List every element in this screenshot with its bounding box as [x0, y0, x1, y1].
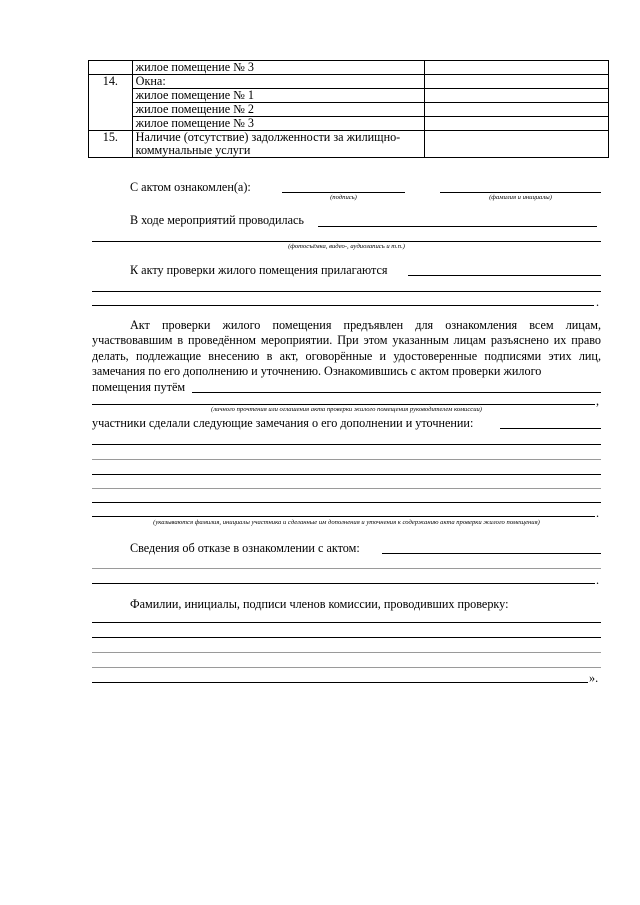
refusal-label: Сведения об отказе в ознакомлении с актом: — [130, 541, 360, 555]
remarks-line[interactable] — [92, 459, 601, 460]
table-row — [89, 75, 609, 89]
remarks-end: . — [596, 506, 600, 520]
commission-end: ». — [589, 671, 599, 685]
row-value — [424, 89, 608, 103]
row-value — [424, 117, 608, 131]
row-number — [89, 61, 133, 75]
presentation-paragraph: Акт проверки жилого помещения предъявлен для ознакомления всем лицам, участвовавшим в проведённом мероприятии. При этом указанным лицам разъяснено их право делать, подлежащие внесению в акт, оговорённые и удостоверенные подписями этих лиц, замечания по его дополнению и уточнению. Ознакомившись с актом проверки жилого — [92, 318, 601, 379]
remarks-label: участники сделали следующие замечания о его дополнении и уточнении: — [92, 416, 474, 430]
remarks-line[interactable] — [92, 444, 601, 445]
commission-line[interactable] — [92, 667, 601, 668]
remarks-line[interactable] — [92, 502, 601, 503]
row-text: жилое помещение № 2 — [132, 103, 424, 117]
row-text: Окна: — [132, 75, 424, 89]
table-row — [89, 61, 609, 75]
refusal-end: . — [596, 573, 600, 587]
row-text: жилое помещение № 1 — [132, 89, 424, 103]
recording-caption: (фотосъёмка, видео-, аудиозапись и т.п.) — [288, 243, 405, 250]
commission-line[interactable] — [92, 622, 601, 623]
row-value — [424, 131, 608, 158]
refusal-line[interactable] — [92, 583, 595, 584]
recording-field-line[interactable] — [92, 241, 601, 242]
remarks-line[interactable] — [92, 488, 601, 489]
table-row — [89, 131, 609, 158]
remarks-caption: (указываются фамилия, инициалы участника и сделанные им дополнения и уточнения к содержанию акта проверки жилого помещения) — [153, 519, 540, 526]
acquainted-label: С актом ознакомлен(а): — [130, 180, 251, 194]
presentation-line-start: помещения путём — [92, 380, 186, 394]
row-value — [424, 103, 608, 117]
row-value — [424, 61, 608, 75]
recording-label: В ходе мероприятий проводилась — [130, 213, 304, 227]
attachments-field-line[interactable] — [92, 305, 594, 306]
attachments-end: . — [596, 295, 600, 309]
remarks-field[interactable] — [500, 428, 601, 429]
row-value — [424, 75, 608, 89]
attachments-field-line[interactable] — [92, 291, 601, 292]
presentation-comma: , — [596, 394, 600, 408]
commission-line[interactable] — [92, 682, 588, 683]
full-name-caption: (фамилия и инициалы) — [489, 194, 552, 201]
inspection-table — [88, 60, 609, 158]
signature-caption: (подпись) — [330, 194, 357, 201]
row-text: Наличие (отсутствие) задолженности за жилищно-коммунальные услуги — [132, 131, 424, 158]
row-text: жилое помещение № 3 — [132, 61, 424, 75]
presentation-method-line[interactable] — [92, 404, 595, 405]
presentation-caption: (личного прочтения или оглашения акта проверки жилого помещения руководителем комиссии) — [211, 406, 482, 413]
table-row — [89, 103, 609, 117]
recording-field[interactable] — [318, 226, 597, 227]
row-number: 14. — [89, 75, 133, 131]
remarks-line[interactable] — [92, 516, 595, 517]
attachments-field[interactable] — [408, 275, 601, 276]
full-name-field[interactable] — [440, 192, 601, 193]
remarks-line[interactable] — [92, 474, 601, 475]
commission-line[interactable] — [92, 637, 601, 638]
attachments-label: К акту проверки жилого помещения прилагаются — [130, 263, 388, 277]
row-number: 15. — [89, 131, 133, 158]
presentation-method-field[interactable] — [192, 392, 601, 393]
refusal-field[interactable] — [382, 553, 601, 554]
refusal-line[interactable] — [92, 568, 601, 569]
table-row — [89, 117, 609, 131]
commission-label: Фамилии, инициалы, подписи членов комиссии, проводивших проверку: — [130, 597, 509, 611]
signature-field[interactable] — [282, 192, 405, 193]
row-text: жилое помещение № 3 — [132, 117, 424, 131]
commission-line[interactable] — [92, 652, 601, 653]
table-row — [89, 89, 609, 103]
